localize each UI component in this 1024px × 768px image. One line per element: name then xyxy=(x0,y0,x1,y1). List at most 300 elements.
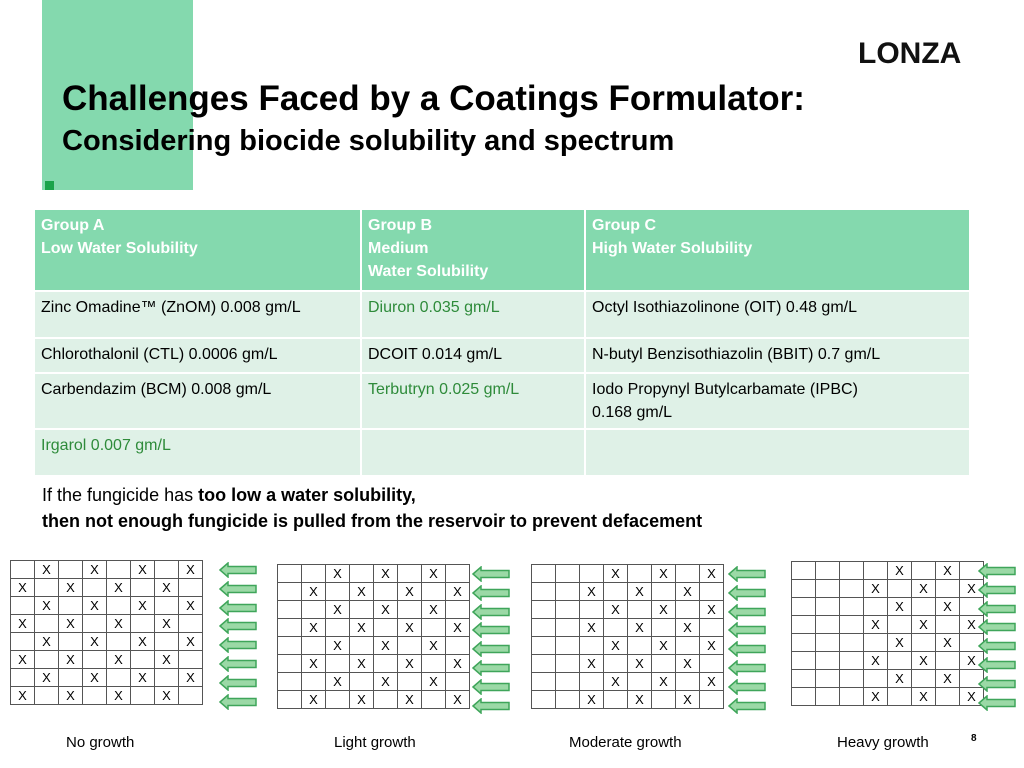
grid-cell xyxy=(604,691,628,709)
grid-cell xyxy=(816,562,840,580)
solubility-table xyxy=(33,208,971,477)
caption-bold-2: then not enough fungicide is pulled from the reservoir to prevent defacement xyxy=(42,511,703,531)
grid-cell xyxy=(59,633,83,651)
grid-cell: X xyxy=(131,597,155,615)
grid-cell xyxy=(422,619,446,637)
grid-cell: X xyxy=(374,601,398,619)
grid-cell: X xyxy=(936,562,960,580)
grid-cell: X xyxy=(350,655,374,673)
grid-cell xyxy=(792,580,816,598)
left-arrow-icon xyxy=(219,637,257,653)
grid-cell xyxy=(936,652,960,670)
grid-cell: X xyxy=(131,669,155,687)
table-cell: Zinc Omadine™ (ZnOM) 0.008 gm/L xyxy=(34,291,361,338)
grid-cell: X xyxy=(326,673,350,691)
table-cell-line-2: 0.168 gm/L xyxy=(592,404,673,421)
grid-row xyxy=(792,688,984,706)
grid-cell xyxy=(374,691,398,709)
left-arrow-icon xyxy=(728,566,766,582)
grid-cell: X xyxy=(936,598,960,616)
table-cell: Carbendazim (BCM) 0.008 gm/L xyxy=(34,373,361,429)
grid-cell xyxy=(840,616,864,634)
grid-cell: X xyxy=(604,673,628,691)
left-arrow-icon xyxy=(728,698,766,714)
grid-cell: X xyxy=(107,579,131,597)
growth-grid xyxy=(10,560,203,705)
left-arrow-icon xyxy=(728,622,766,638)
grid-cell xyxy=(816,616,840,634)
header-group-c-name: Group C xyxy=(592,217,656,234)
header-group-c-desc: High Water Solubility xyxy=(592,240,753,257)
grid-cell xyxy=(398,565,422,583)
header-group-b-desc-2: Water Solubility xyxy=(368,263,489,280)
grid-cell xyxy=(676,601,700,619)
grid-cell xyxy=(532,619,556,637)
header-group-b-desc-1: Medium xyxy=(368,240,429,257)
grid-cell xyxy=(374,583,398,601)
grid-cell: X xyxy=(960,616,984,634)
table-row xyxy=(34,373,970,429)
growth-grid xyxy=(277,564,470,709)
grid-cell: X xyxy=(107,615,131,633)
grid-cell xyxy=(792,616,816,634)
grid-cell: X xyxy=(652,637,676,655)
grid-cell: X xyxy=(35,669,59,687)
table-cell: DCOIT 0.014 gm/L xyxy=(361,338,585,373)
grid-row xyxy=(532,673,724,691)
grid-cell xyxy=(83,651,107,669)
left-arrow-icon xyxy=(472,585,510,601)
header-group-c xyxy=(585,209,970,291)
grid-cell xyxy=(532,565,556,583)
left-arrow-icon xyxy=(978,563,1016,579)
grid-cell xyxy=(792,688,816,706)
grid-cell xyxy=(350,601,374,619)
caption xyxy=(42,482,702,534)
grid-cell xyxy=(398,637,422,655)
grid-cell xyxy=(422,655,446,673)
grid-cell xyxy=(936,616,960,634)
grid-cell: X xyxy=(59,579,83,597)
left-arrow-icon xyxy=(219,675,257,691)
table-cell: N-butyl Benzisothiazolin (BBIT) 0.7 gm/L xyxy=(585,338,970,373)
grid-row xyxy=(532,619,724,637)
grid-cell: X xyxy=(676,619,700,637)
left-arrow-icon xyxy=(978,676,1016,692)
grid-cell xyxy=(604,619,628,637)
grid-cell xyxy=(398,673,422,691)
grid-cell xyxy=(676,673,700,691)
left-arrow-icon xyxy=(728,679,766,695)
grid-cell xyxy=(652,583,676,601)
table-cell xyxy=(361,429,585,476)
left-arrow-icon xyxy=(219,656,257,672)
grid-cell: X xyxy=(960,688,984,706)
left-arrow-icon xyxy=(219,600,257,616)
left-arrow-icon xyxy=(978,619,1016,635)
grid-cell xyxy=(374,655,398,673)
grid-cell xyxy=(446,637,470,655)
grid-cell: X xyxy=(652,601,676,619)
grid-cell xyxy=(35,579,59,597)
grid-cell: X xyxy=(422,565,446,583)
grid-cell xyxy=(700,619,724,637)
grid-cell xyxy=(446,601,470,619)
grid-cell: X xyxy=(580,655,604,673)
grid-cell xyxy=(840,688,864,706)
grid-cell xyxy=(302,637,326,655)
grid-cell xyxy=(700,583,724,601)
grid-cell xyxy=(131,651,155,669)
grid-cell: X xyxy=(350,619,374,637)
grid-cell xyxy=(816,598,840,616)
grid-cell: X xyxy=(628,691,652,709)
grid-cell xyxy=(580,673,604,691)
grid-row xyxy=(278,619,470,637)
grid-cell xyxy=(398,601,422,619)
grid-cell xyxy=(422,691,446,709)
grid-cell xyxy=(532,583,556,601)
grid-cell xyxy=(59,669,83,687)
grid-row xyxy=(532,601,724,619)
grid-cell xyxy=(350,565,374,583)
grid-cell xyxy=(816,580,840,598)
grid-cell xyxy=(107,633,131,651)
table-cell xyxy=(585,373,970,429)
left-arrow-icon xyxy=(728,604,766,620)
grid-cell: X xyxy=(131,633,155,651)
header-group-a xyxy=(34,209,361,291)
grid-cell: X xyxy=(155,579,179,597)
left-arrow-icon xyxy=(472,698,510,714)
grid-cell xyxy=(155,561,179,579)
header-group-a-desc: Low Water Solubility xyxy=(41,240,198,257)
grid-cell xyxy=(326,583,350,601)
grid-cell xyxy=(107,669,131,687)
grid-cell xyxy=(532,673,556,691)
grid-cell: X xyxy=(676,691,700,709)
grid-cell xyxy=(155,597,179,615)
grid-cell xyxy=(11,633,35,651)
grid-cell xyxy=(864,634,888,652)
grid-cell: X xyxy=(580,583,604,601)
grid-cell xyxy=(179,615,203,633)
grid-cell xyxy=(532,655,556,673)
grid-cell xyxy=(604,655,628,673)
grid-cell xyxy=(278,691,302,709)
grid-cell xyxy=(556,691,580,709)
grid-row xyxy=(792,616,984,634)
grid-cell xyxy=(131,615,155,633)
label-heavy-growth: Heavy growth xyxy=(837,734,929,751)
grid-cell xyxy=(792,598,816,616)
grid-cell: X xyxy=(350,691,374,709)
table-cell xyxy=(585,429,970,476)
grid-cell: X xyxy=(446,655,470,673)
grid-cell: X xyxy=(179,669,203,687)
grid-cell xyxy=(155,669,179,687)
grid-cell xyxy=(888,688,912,706)
grid-cell xyxy=(556,637,580,655)
grid-cell: X xyxy=(83,633,107,651)
grid-row xyxy=(278,601,470,619)
grid-cell: X xyxy=(374,637,398,655)
grid-cell xyxy=(278,565,302,583)
grid-cell xyxy=(652,619,676,637)
grid-cell: X xyxy=(700,673,724,691)
grid-cell xyxy=(816,688,840,706)
grid-cell xyxy=(556,673,580,691)
grid-cell: X xyxy=(700,637,724,655)
grid-row xyxy=(11,597,203,615)
grid-cell xyxy=(936,580,960,598)
left-arrow-icon xyxy=(472,622,510,638)
grid-cell: X xyxy=(652,673,676,691)
left-arrow-icon xyxy=(978,657,1016,673)
grid-cell xyxy=(11,597,35,615)
grid-cell: X xyxy=(398,655,422,673)
grid-cell xyxy=(652,691,676,709)
grid-cell xyxy=(556,583,580,601)
grid-cell: X xyxy=(11,579,35,597)
left-arrow-icon xyxy=(978,695,1016,711)
grid-cell: X xyxy=(960,652,984,670)
grid-cell: X xyxy=(179,597,203,615)
grid-cell: X xyxy=(35,633,59,651)
grid-cell xyxy=(446,673,470,691)
grid-row xyxy=(278,673,470,691)
grid-cell xyxy=(912,562,936,580)
grid-cell: X xyxy=(155,615,179,633)
grid-cell xyxy=(155,633,179,651)
grid-cell xyxy=(35,651,59,669)
grid-cell: X xyxy=(326,601,350,619)
grid-cell: X xyxy=(864,688,888,706)
lonza-logo: LONZA xyxy=(858,37,962,70)
grid-cell: X xyxy=(446,619,470,637)
grid-cell xyxy=(326,691,350,709)
grid-cell xyxy=(816,634,840,652)
grid-cell: X xyxy=(83,597,107,615)
left-arrow-icon xyxy=(472,679,510,695)
grid-row xyxy=(532,565,724,583)
grid-cell xyxy=(83,615,107,633)
grid-cell xyxy=(556,601,580,619)
left-arrow-icon xyxy=(728,585,766,601)
grid-cell: X xyxy=(604,565,628,583)
grid-cell xyxy=(35,615,59,633)
grid-cell: X xyxy=(59,687,83,705)
table-cell: Diuron 0.035 gm/L xyxy=(361,291,585,338)
growth-grid xyxy=(791,561,984,706)
left-arrow-icon xyxy=(728,660,766,676)
table-row xyxy=(34,429,970,476)
left-arrow-icon xyxy=(219,694,257,710)
left-arrow-icon xyxy=(219,562,257,578)
grid-cell xyxy=(350,637,374,655)
grid-row xyxy=(532,637,724,655)
grid-cell: X xyxy=(107,651,131,669)
table-row xyxy=(34,291,970,338)
grid-cell: X xyxy=(107,687,131,705)
caption-bold-1: too low a water solubility, xyxy=(198,485,416,505)
grid-cell xyxy=(652,655,676,673)
grid-cell: X xyxy=(398,619,422,637)
grid-cell: X xyxy=(446,583,470,601)
grid-cell: X xyxy=(888,562,912,580)
grid-cell: X xyxy=(676,583,700,601)
grid-row xyxy=(792,634,984,652)
grid-row xyxy=(11,687,203,705)
grid-cell xyxy=(628,565,652,583)
grid-cell xyxy=(840,670,864,688)
accent-square xyxy=(45,181,54,190)
left-arrow-icon xyxy=(978,638,1016,654)
grid-row xyxy=(11,669,203,687)
table-cell-line-1: Iodo Propynyl Butylcarbamate (IPBC) xyxy=(592,381,858,398)
grid-row xyxy=(278,565,470,583)
grid-cell: X xyxy=(864,652,888,670)
grid-cell: X xyxy=(374,673,398,691)
page-subtitle: Considering biocide solubility and spectrum xyxy=(62,125,675,157)
grid-cell: X xyxy=(628,619,652,637)
header-group-b-name: Group B xyxy=(368,217,432,234)
grid-cell xyxy=(374,619,398,637)
grid-cell xyxy=(556,655,580,673)
grid-cell xyxy=(580,637,604,655)
table-cell: Irgarol 0.007 gm/L xyxy=(34,429,361,476)
left-arrow-icon xyxy=(728,641,766,657)
grid-cell xyxy=(700,691,724,709)
grid-cell xyxy=(628,601,652,619)
table-cell: Chlorothalonil (CTL) 0.0006 gm/L xyxy=(34,338,361,373)
grid-cell xyxy=(278,601,302,619)
grid-cell: X xyxy=(131,561,155,579)
grid-cell: X xyxy=(374,565,398,583)
grid-row xyxy=(792,580,984,598)
left-arrow-icon xyxy=(472,660,510,676)
grid-cell xyxy=(840,562,864,580)
grid-cell: X xyxy=(35,561,59,579)
grid-cell xyxy=(792,634,816,652)
grid-cell: X xyxy=(326,565,350,583)
caption-plain: If the fungicide has xyxy=(42,485,199,505)
grid-cell xyxy=(604,583,628,601)
grid-cell: X xyxy=(11,651,35,669)
grid-cell: X xyxy=(604,601,628,619)
grid-cell xyxy=(278,655,302,673)
grid-cell xyxy=(302,673,326,691)
grid-cell: X xyxy=(302,655,326,673)
grid-cell: X xyxy=(446,691,470,709)
grid-cell: X xyxy=(155,687,179,705)
grid-cell: X xyxy=(652,565,676,583)
grid-cell: X xyxy=(936,634,960,652)
grid-cell xyxy=(107,597,131,615)
grid-row xyxy=(11,633,203,651)
grid-cell xyxy=(278,619,302,637)
grid-cell xyxy=(888,616,912,634)
grid-cell: X xyxy=(326,637,350,655)
grid-cell xyxy=(107,561,131,579)
grid-cell xyxy=(446,565,470,583)
grid-cell: X xyxy=(580,619,604,637)
page-title: Challenges Faced by a Coatings Formulator: xyxy=(62,79,805,118)
grid-cell: X xyxy=(628,655,652,673)
grid-cell xyxy=(11,561,35,579)
grid-row xyxy=(792,562,984,580)
grid-cell xyxy=(912,634,936,652)
grid-cell: X xyxy=(700,565,724,583)
grid-cell xyxy=(302,601,326,619)
page-number: 8 xyxy=(971,733,977,744)
grid-cell xyxy=(278,583,302,601)
grid-cell: X xyxy=(11,615,35,633)
grid-cell: X xyxy=(912,616,936,634)
table-row xyxy=(34,338,970,373)
grid-cell xyxy=(580,601,604,619)
table-cell: Terbutryn 0.025 gm/L xyxy=(361,373,585,429)
grid-cell xyxy=(936,688,960,706)
grid-cell xyxy=(131,687,155,705)
grid-cell xyxy=(302,565,326,583)
grid-cell xyxy=(816,652,840,670)
grid-cell: X xyxy=(398,691,422,709)
grid-cell: X xyxy=(960,580,984,598)
grid-cell xyxy=(792,562,816,580)
grid-cell: X xyxy=(179,561,203,579)
grid-cell: X xyxy=(888,634,912,652)
grid-cell xyxy=(532,601,556,619)
grid-cell: X xyxy=(398,583,422,601)
left-arrow-icon xyxy=(978,582,1016,598)
grid-row xyxy=(11,615,203,633)
left-arrow-icon xyxy=(472,604,510,620)
grid-cell xyxy=(864,562,888,580)
grid-cell xyxy=(676,565,700,583)
grid-cell: X xyxy=(912,688,936,706)
grid-row xyxy=(792,670,984,688)
grid-cell: X xyxy=(59,651,83,669)
grid-cell xyxy=(628,637,652,655)
label-moderate-growth: Moderate growth xyxy=(569,734,682,751)
grid-cell xyxy=(580,565,604,583)
grid-row xyxy=(278,637,470,655)
left-arrow-icon xyxy=(978,601,1016,617)
grid-row xyxy=(11,651,203,669)
grid-cell: X xyxy=(580,691,604,709)
grid-cell xyxy=(326,655,350,673)
grid-cell xyxy=(556,565,580,583)
grid-row xyxy=(11,579,203,597)
grid-row xyxy=(532,583,724,601)
left-arrow-icon xyxy=(219,581,257,597)
grid-cell xyxy=(83,687,107,705)
grid-cell: X xyxy=(302,583,326,601)
grid-cell xyxy=(59,597,83,615)
grid-cell: X xyxy=(350,583,374,601)
grid-cell: X xyxy=(676,655,700,673)
grid-cell: X xyxy=(700,601,724,619)
grid-cell xyxy=(792,670,816,688)
grid-cell: X xyxy=(302,691,326,709)
table-header-row xyxy=(34,209,970,291)
header-group-b xyxy=(361,209,585,291)
grid-cell: X xyxy=(912,652,936,670)
grid-cell xyxy=(131,579,155,597)
grid-cell xyxy=(700,655,724,673)
grid-cell xyxy=(350,673,374,691)
